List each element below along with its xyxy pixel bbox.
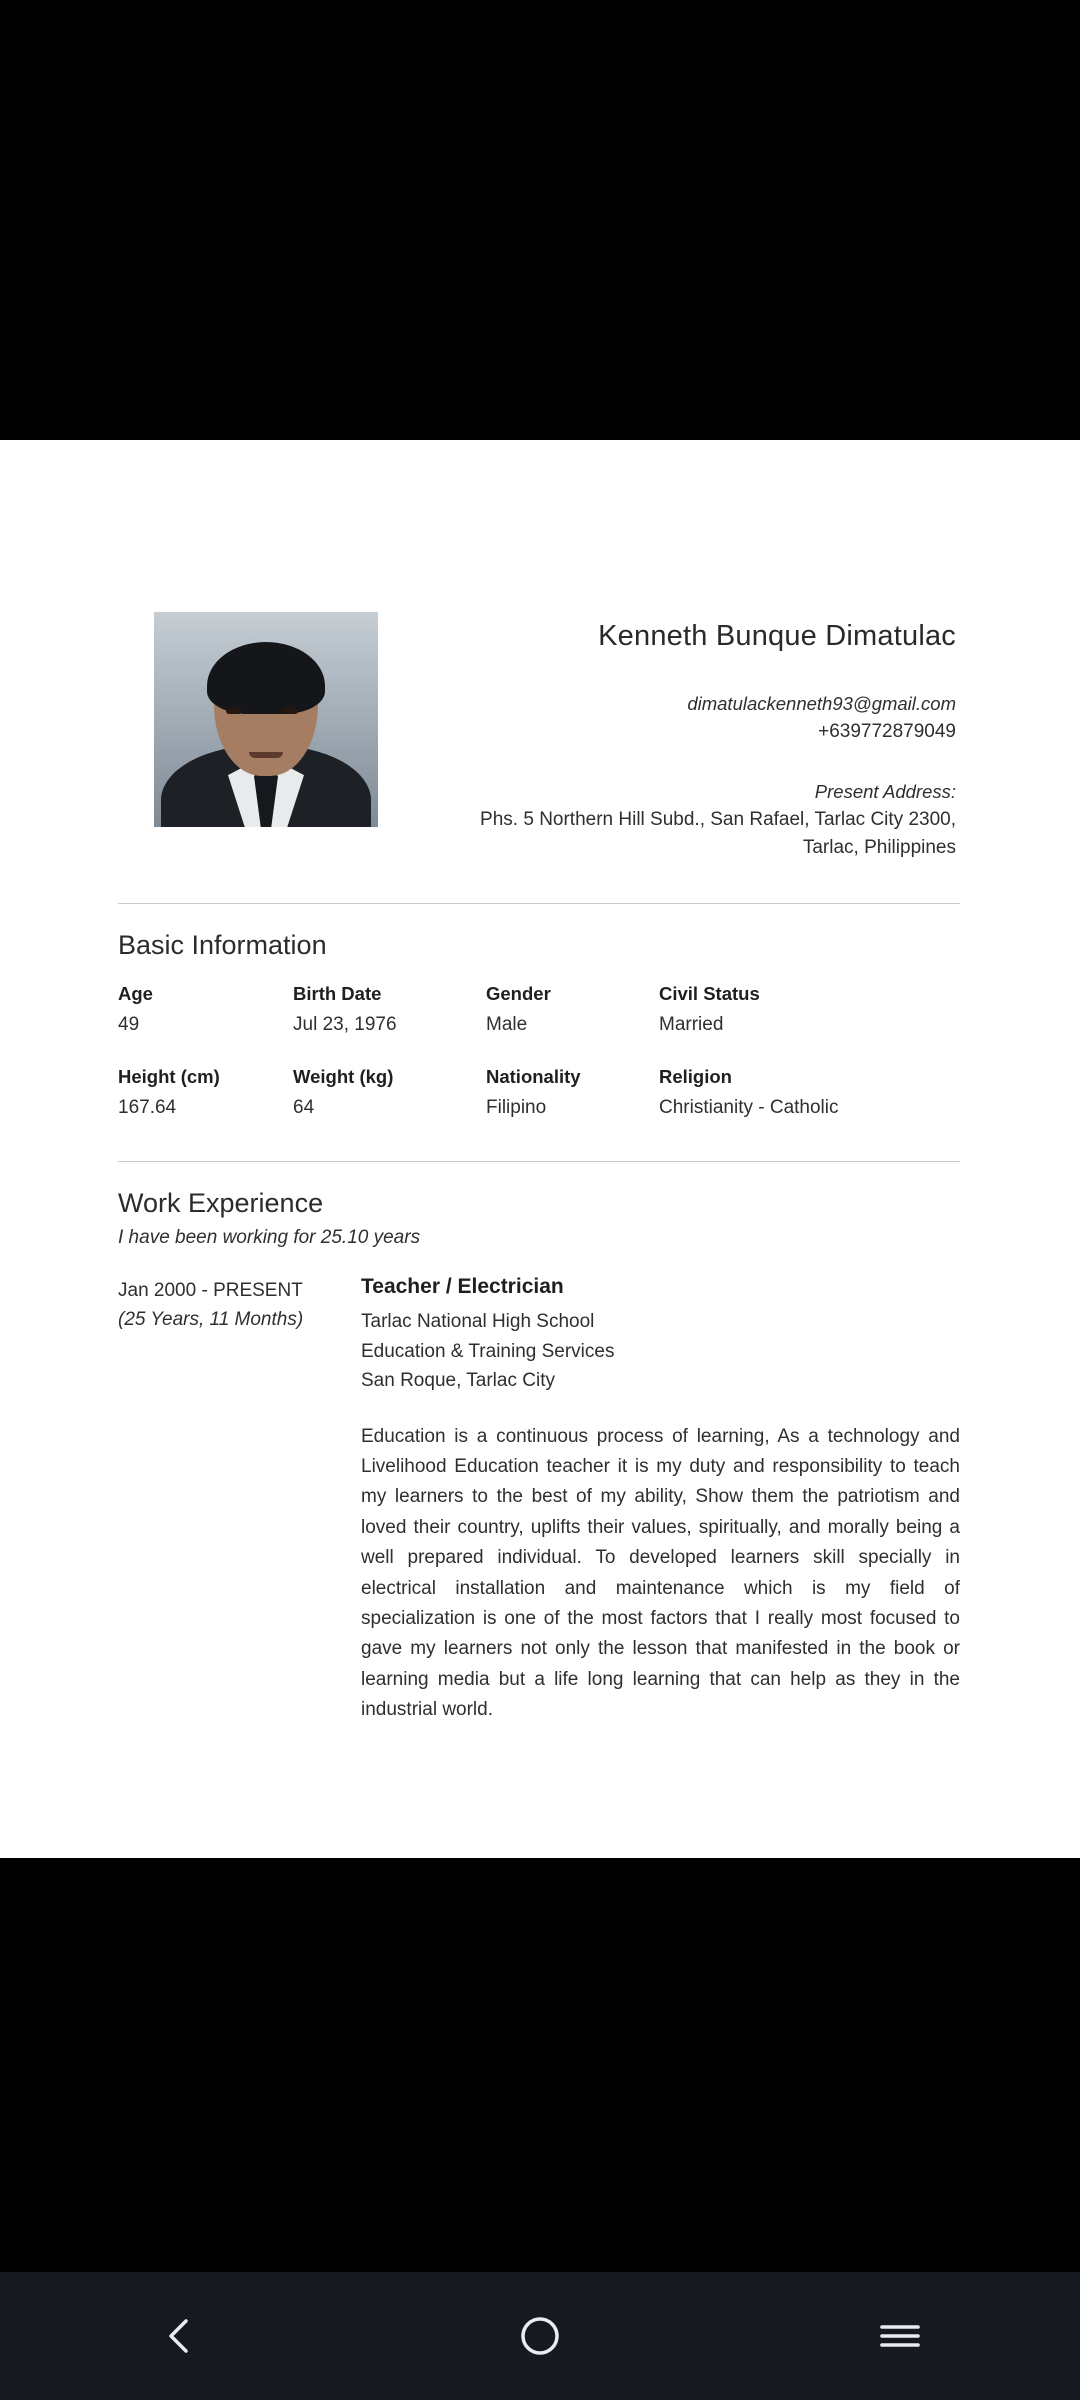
info-label: Civil Status <box>659 983 760 1005</box>
info-field-nationality <box>486 1066 659 1119</box>
work-experience-item <box>118 1275 960 1725</box>
info-field-gender <box>486 983 659 1036</box>
info-field-weight <box>293 1066 486 1119</box>
divider-top <box>118 903 960 904</box>
profile-photo <box>154 612 378 827</box>
address-line-1: Phs. 5 Northern Hill Subd., San Rafael, Tarlac City 2300, <box>480 809 956 831</box>
info-value: Male <box>486 1014 528 1036</box>
section-title-work-experience: Work Experience <box>118 1188 324 1219</box>
job-department: Education & Training Services <box>361 1340 615 1362</box>
info-value: Jul 23, 1976 <box>293 1014 397 1036</box>
info-label: Gender <box>486 983 551 1005</box>
info-value: Christianity - Catholic <box>659 1097 839 1119</box>
contact-block <box>378 612 960 861</box>
phone-value: +639772879049 <box>818 720 956 742</box>
info-label: Religion <box>659 1066 732 1088</box>
back-icon[interactable] <box>120 2272 240 2400</box>
divider-middle <box>118 1161 960 1162</box>
job-details <box>361 1275 960 1725</box>
basic-information-grid <box>118 983 960 1119</box>
android-navigation-bar <box>0 2272 1080 2400</box>
job-duration: (25 Years, 11 Months) <box>118 1308 304 1330</box>
job-position: Teacher / Electrician <box>361 1275 564 1299</box>
info-label: Nationality <box>486 1066 581 1088</box>
info-label: Birth Date <box>293 983 382 1005</box>
job-date-block <box>118 1275 361 1334</box>
work-experience-subtitle: I have been working for 25.10 years <box>118 1227 421 1249</box>
info-value: 167.64 <box>118 1097 177 1119</box>
info-field-age <box>118 983 293 1036</box>
home-icon[interactable] <box>480 2272 600 2400</box>
section-title-basic-information: Basic Information <box>118 930 327 961</box>
info-field-civil-status <box>659 983 960 1036</box>
info-value: Married <box>659 1014 724 1036</box>
job-location: San Roque, Tarlac City <box>361 1370 555 1392</box>
info-label: Height (cm) <box>118 1066 220 1088</box>
info-label: Weight (kg) <box>293 1066 394 1088</box>
info-value: 49 <box>118 1014 140 1036</box>
address-line-2: Tarlac, Philippines <box>802 836 956 858</box>
info-field-height <box>118 1066 293 1119</box>
page-title: Kenneth Bunque Dimatulac <box>598 620 956 652</box>
job-description: Education is a continuous process of learning, As a technology and Livelihood Education teacher it is my duty and responsibility to teach my learners to the best of my ability, Show them the patriotism and loved their country, uplifts their values, spiritually, and morally being a well prepared individual. To developed learners skill specially in electrical installation and maintenance which is my field of specialization is one of the most factors that I really most focused to gave my learners not only the lesson that manifested in the book or learning media but a life long learning that can help as they in the industrial world. <box>361 1425 960 1721</box>
recents-icon[interactable] <box>840 2272 960 2400</box>
info-value: Filipino <box>486 1097 547 1119</box>
info-label: Age <box>118 983 153 1005</box>
document-page <box>0 440 1080 1858</box>
info-field-religion <box>659 1066 960 1119</box>
address-label: Present Address: <box>814 781 956 803</box>
document-content <box>118 612 960 1725</box>
info-field-birth-date <box>293 983 486 1036</box>
email-value: dimatulackenneth93@gmail.com <box>687 693 956 714</box>
job-date-range: Jan 2000 - PRESENT <box>118 1280 303 1302</box>
info-value: 64 <box>293 1097 315 1119</box>
resume-header <box>118 612 960 861</box>
job-company: Tarlac National High School <box>361 1311 595 1333</box>
